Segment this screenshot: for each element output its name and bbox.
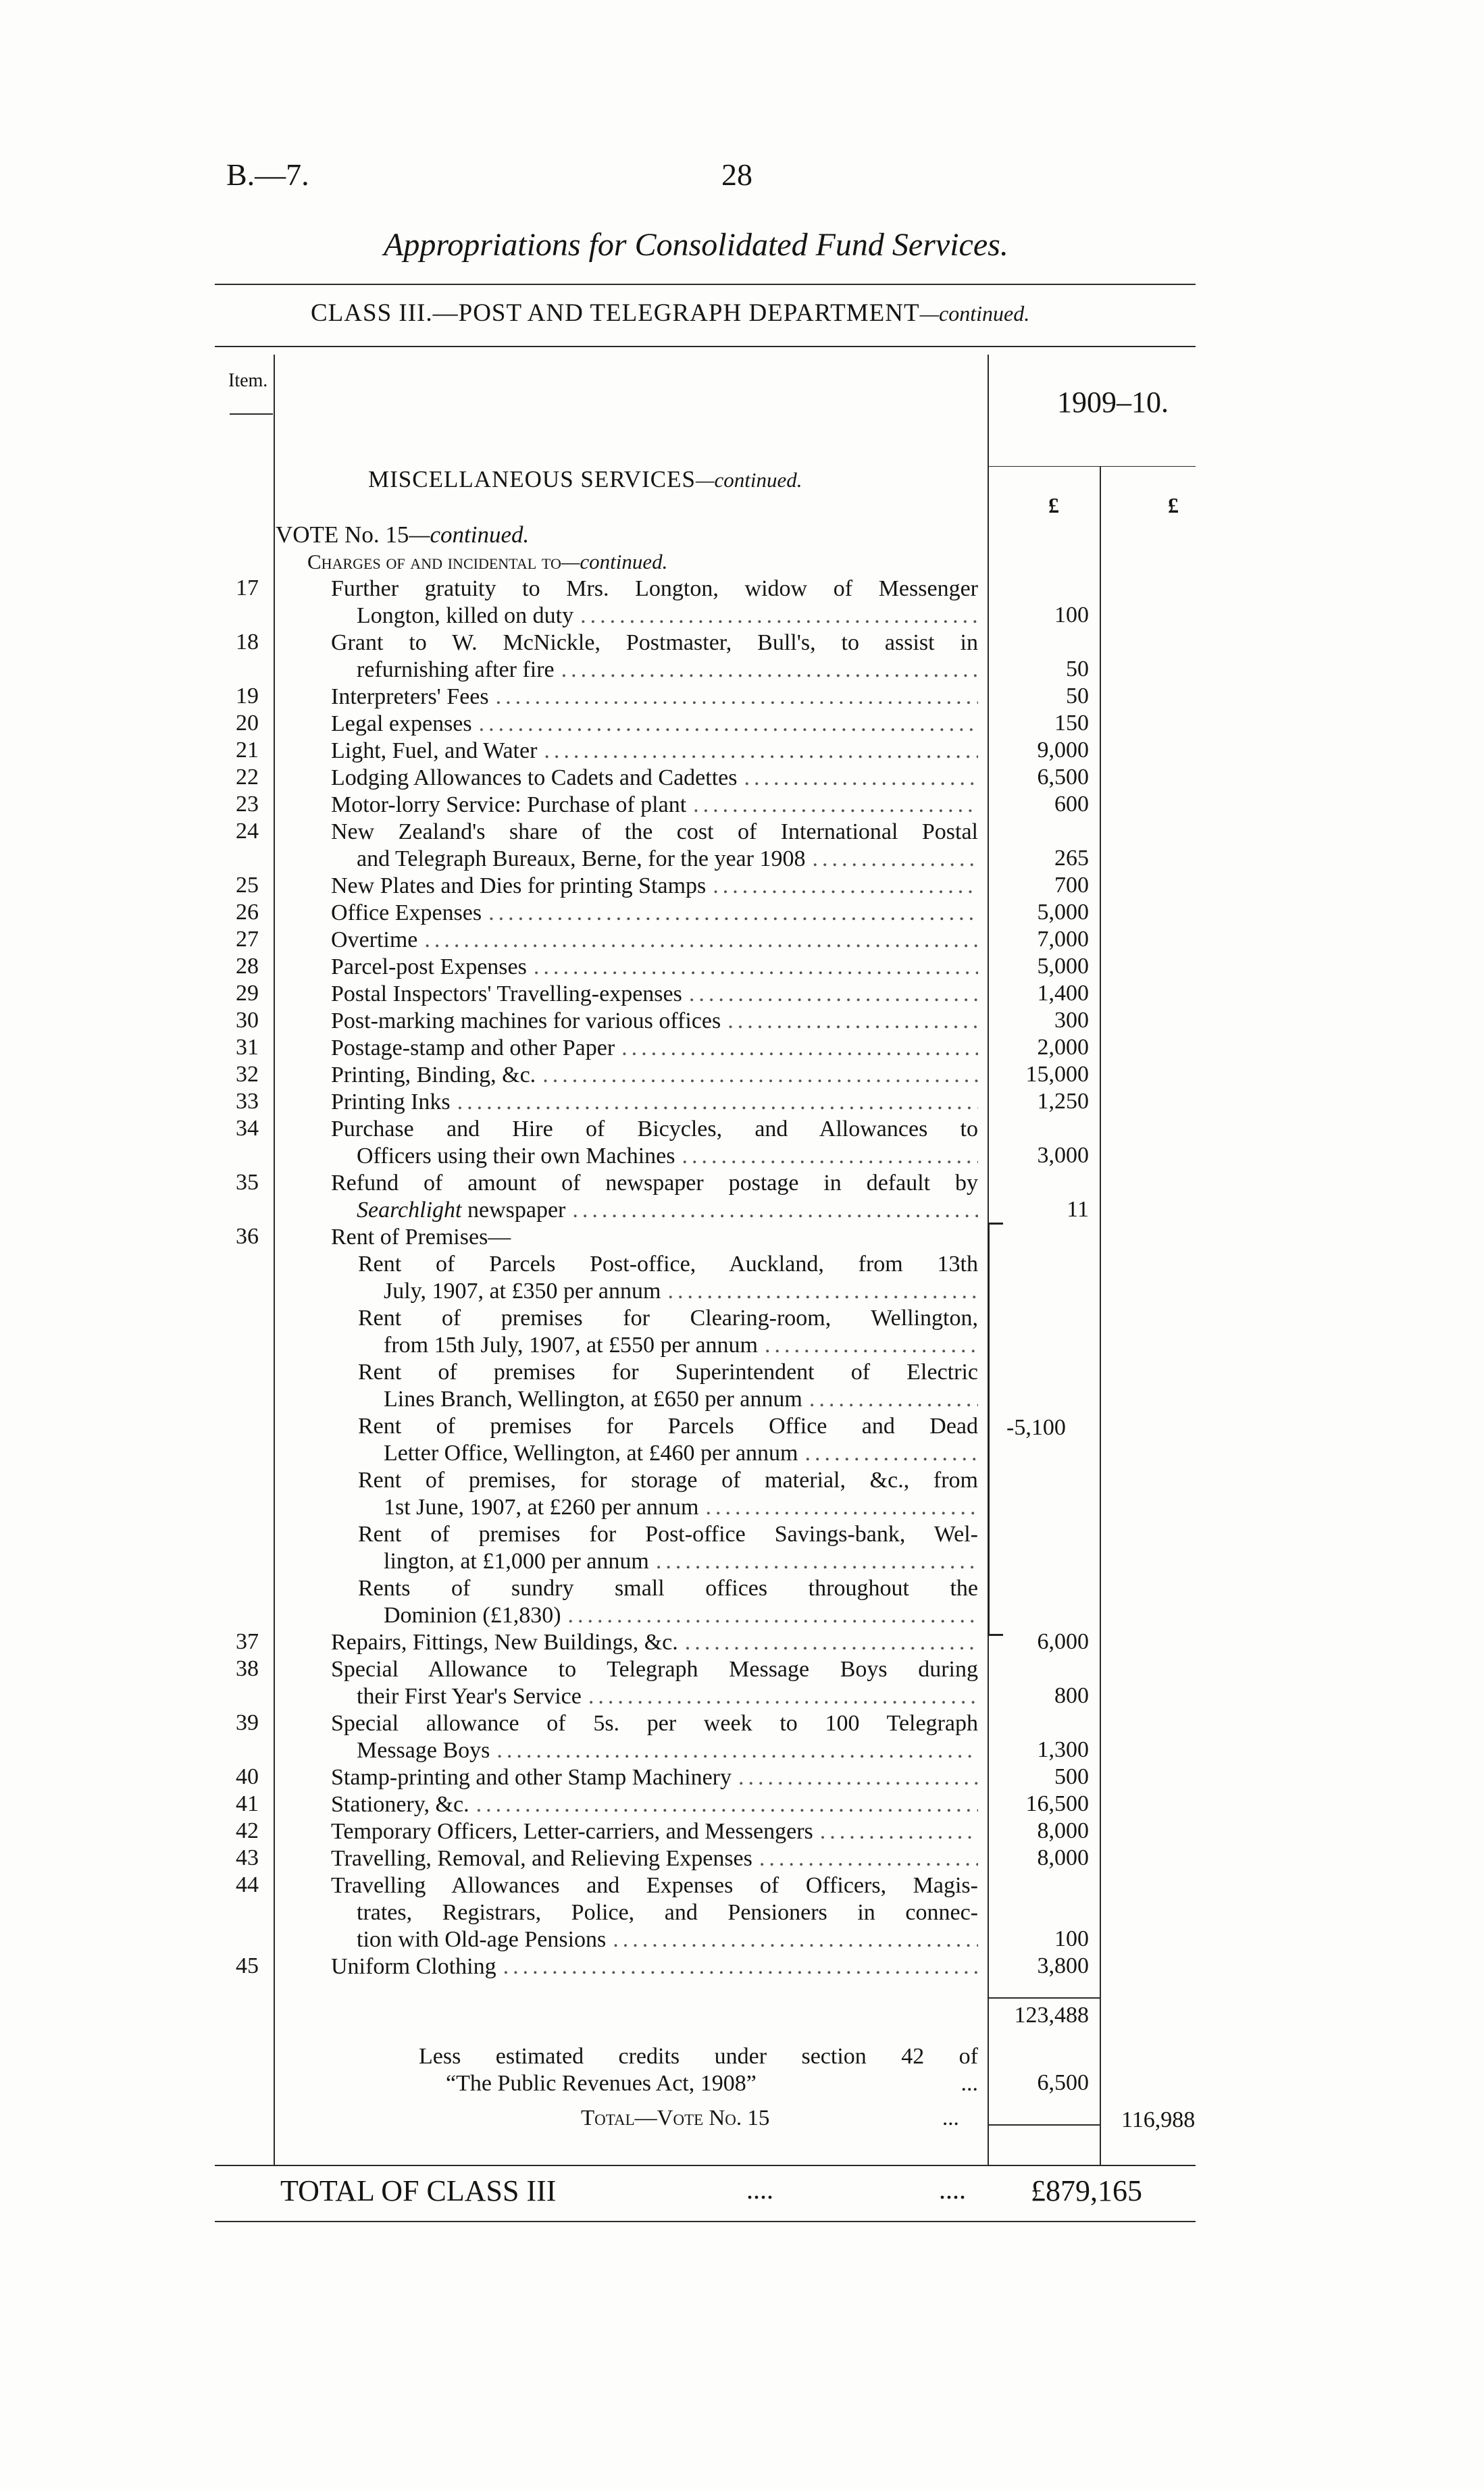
item-number: 44 — [236, 1872, 259, 1897]
item-amount: 300 — [1054, 1008, 1089, 1033]
item-description: Light, Fuel, and Water ..... — [331, 738, 978, 765]
rule-class — [215, 346, 1196, 347]
item-amount: 6,500 — [1037, 765, 1089, 790]
item-amount: 11 — [1067, 1197, 1089, 1222]
item-description: Purchase and Hire of Bicycles, and Allowances to Officers using their own Machines ..... — [331, 1116, 978, 1170]
subtotal-amount: 123,488 — [1014, 2003, 1089, 2028]
item-description: Stamp-printing and other Stamp Machinery ..... — [331, 1764, 978, 1791]
rent-entry: Rent of Parcels Post-office, Auckland, from 13th July, 1907, at £350 per annum ..... — [358, 1251, 978, 1305]
item-amount: 5,000 — [1037, 900, 1089, 925]
item-number: 43 — [236, 1845, 259, 1870]
total-class-dots-2: .... — [939, 2174, 966, 2205]
rent-entry: Rent of premises for Parcels Office and Dead Letter Office, Wellington, at £460 per annum ..... — [358, 1413, 978, 1467]
item-number: 36 — [236, 1224, 259, 1249]
less-rule — [988, 2124, 1100, 2126]
rent-entry: Rent of premises for Superintendent of Electric Lines Branch, Wellington, at £650 per annum ..... — [358, 1359, 978, 1413]
item-amount: 15,000 — [1025, 1062, 1089, 1087]
item-number: 35 — [236, 1170, 259, 1195]
item-description: Printing Inks ..... — [331, 1089, 978, 1116]
item-number: 24 — [236, 819, 259, 844]
item-description: Office Expenses ..... — [331, 900, 978, 927]
item-number: 25 — [236, 873, 259, 898]
item-description: Temporary Officers, Letter-carriers, and Messengers ..... — [331, 1818, 978, 1845]
item-description: Post-marking machines for various offices ..... — [331, 1008, 978, 1035]
item-column-heading: Item. — [228, 370, 268, 391]
total-column-rule — [1100, 466, 1101, 2165]
item-number: 40 — [236, 1764, 259, 1789]
item-number: 22 — [236, 765, 259, 790]
item-description: Printing, Binding, &c. ..... — [331, 1062, 978, 1089]
item-amount: 100 — [1054, 602, 1089, 627]
item-description: Grant to W. McNickle, Postmaster, Bull's, to assist in refurnishing after fire ..... — [331, 630, 978, 684]
item-column-rule — [274, 355, 275, 2165]
rent-brace — [988, 1223, 1003, 1636]
item-number: 42 — [236, 1818, 259, 1843]
total-vote-label: Total—Vote No. 15 — [581, 2106, 770, 2130]
item-description: Special Allowance to Telegraph Message Boys during their First Year's Service ..... — [331, 1656, 978, 1710]
total-vote-amount: 116,988 — [1121, 2107, 1196, 2132]
item-amount: 1,250 — [1037, 1089, 1089, 1114]
page-title: Appropriations for Consolidated Fund Services. — [384, 227, 1008, 263]
total-vote-dots: ... — [942, 2106, 959, 2130]
item-number: 30 — [236, 1008, 259, 1033]
item-number: 39 — [236, 1710, 259, 1735]
less-credits-text: Less estimated credits under section 42 of “The Public Revenues Act, 1908” ... — [419, 2044, 978, 2096]
item-number: 45 — [236, 1953, 259, 1978]
item-head-rule — [230, 413, 273, 415]
less-credits-amount: 6,500 — [1037, 2070, 1089, 2095]
item-number: 17 — [236, 575, 259, 600]
item-number: 27 — [236, 927, 259, 952]
item-amount: 6,000 — [1037, 1629, 1089, 1654]
item-description: Travelling Allowances and Expenses of Officers, Magis- trates, Registrars, Police, and Pensioners in connec- tion with Old-age Pensions ..... — [331, 1872, 978, 1953]
item-amount: 600 — [1054, 792, 1089, 817]
item-number: 19 — [236, 684, 259, 709]
item-amount: 50 — [1066, 684, 1089, 709]
item-amount: 1,400 — [1037, 981, 1089, 1006]
item-description: Legal expenses ..... — [331, 711, 978, 738]
rule-bottom — [215, 2221, 1196, 2222]
item-description: Refund of amount of newspaper postage in default by Searchlight newspaper ..... — [331, 1170, 978, 1224]
charges-heading: Charges of and incidental to—continued. — [307, 550, 668, 573]
item-amount: 5,000 — [1037, 954, 1089, 979]
item-number: 28 — [236, 954, 259, 979]
year-heading: 1909–10. — [1057, 386, 1169, 419]
total-class-label: TOTAL OF CLASS III — [280, 2174, 557, 2207]
item-number: 32 — [236, 1062, 259, 1087]
item-amount: 150 — [1054, 711, 1089, 736]
item-description: Further gratuity to Mrs. Longton, widow of Messenger Longton, killed on duty ..... — [331, 575, 978, 630]
subtotal-rule — [988, 1997, 1100, 1999]
rent-amount: -5,100 — [1006, 1415, 1066, 1440]
item-amount: 1,300 — [1037, 1737, 1089, 1762]
rent-entry: Rent of premises for Post-office Savings-bank, Wel- lington, at £1,000 per annum ..... — [358, 1521, 978, 1575]
total-class-amount: £879,165 — [1031, 2174, 1142, 2207]
item-description: Interpreters' Fees ..... — [331, 684, 978, 711]
currency-column-1: £ — [1048, 493, 1059, 517]
class-heading: CLASS III.—POST AND TELEGRAPH DEPARTMENT—continued. — [311, 299, 1030, 327]
rent-heading: Rent of Premises— — [331, 1225, 511, 1250]
item-description: Postage-stamp and other Paper ..... — [331, 1035, 978, 1062]
item-amount: 16,500 — [1025, 1791, 1089, 1816]
rule-top — [215, 284, 1196, 285]
item-amount: 265 — [1054, 846, 1089, 871]
item-description: Repairs, Fittings, New Buildings, &c. ..... — [331, 1629, 978, 1656]
item-amount: 3,000 — [1037, 1143, 1089, 1168]
item-amount: 8,000 — [1037, 1818, 1089, 1843]
item-number: 38 — [236, 1656, 259, 1681]
total-class-dots-1: .... — [746, 2174, 773, 2205]
page-number: 28 — [721, 157, 752, 192]
rent-entry: Rent of premises for Clearing-room, Wellington, from 15th July, 1907, at £550 per annum ..... — [358, 1305, 978, 1359]
rule-total-top — [215, 2165, 1196, 2166]
item-number: 29 — [236, 981, 259, 1006]
item-number: 23 — [236, 792, 259, 817]
year-head-rule — [988, 466, 1196, 467]
vote-heading: VOTE No. 15—continued. — [276, 521, 530, 548]
item-description: Parcel-post Expenses ..... — [331, 954, 978, 981]
rent-entry: Rents of sundry small offices throughout the Dominion (£1,830) ..... — [358, 1575, 978, 1629]
item-description: Postal Inspectors' Travelling-expenses ..... — [331, 981, 978, 1008]
item-number: 18 — [236, 630, 259, 655]
item-amount: 3,800 — [1037, 1953, 1089, 1978]
item-amount: 100 — [1054, 1926, 1089, 1951]
currency-column-2: £ — [1168, 493, 1179, 517]
item-amount: 50 — [1066, 657, 1089, 682]
item-number: 21 — [236, 738, 259, 763]
section-title: MISCELLANEOUS SERVICES—continued. — [368, 466, 802, 492]
rent-entry: Rent of premises, for storage of material, &c., from 1st June, 1907, at £260 per annum ..... — [358, 1467, 978, 1521]
item-number: 37 — [236, 1629, 259, 1654]
item-amount: 700 — [1054, 873, 1089, 898]
item-amount: 2,000 — [1037, 1035, 1089, 1060]
item-number: 20 — [236, 711, 259, 736]
item-description: Lodging Allowances to Cadets and Cadettes ..... — [331, 765, 978, 792]
item-description: Special allowance of 5s. per week to 100 Telegraph Message Boys ..... — [331, 1710, 978, 1764]
item-amount: 7,000 — [1037, 927, 1089, 952]
page-code: B.—7. — [226, 157, 309, 192]
item-description: Stationery, &c. ..... — [331, 1791, 978, 1818]
item-number: 41 — [236, 1791, 259, 1816]
item-description: Motor-lorry Service: Purchase of plant ..... — [331, 792, 978, 819]
item-description: New Zealand's share of the cost of International Postal and Telegraph Bureaux, Berne, for the year 1908 ..... — [331, 819, 978, 873]
item-amount: 9,000 — [1037, 738, 1089, 763]
item-amount: 800 — [1054, 1683, 1089, 1708]
item-description: Overtime ..... — [331, 927, 978, 954]
item-description: Travelling, Removal, and Relieving Expenses ..... — [331, 1845, 978, 1872]
item-description: Uniform Clothing ..... — [331, 1953, 978, 1980]
item-number: 33 — [236, 1089, 259, 1114]
item-number: 31 — [236, 1035, 259, 1060]
item-description: New Plates and Dies for printing Stamps ..... — [331, 873, 978, 900]
item-number: 34 — [236, 1116, 259, 1141]
item-amount: 8,000 — [1037, 1845, 1089, 1870]
item-number: 26 — [236, 900, 259, 925]
item-amount: 500 — [1054, 1764, 1089, 1789]
